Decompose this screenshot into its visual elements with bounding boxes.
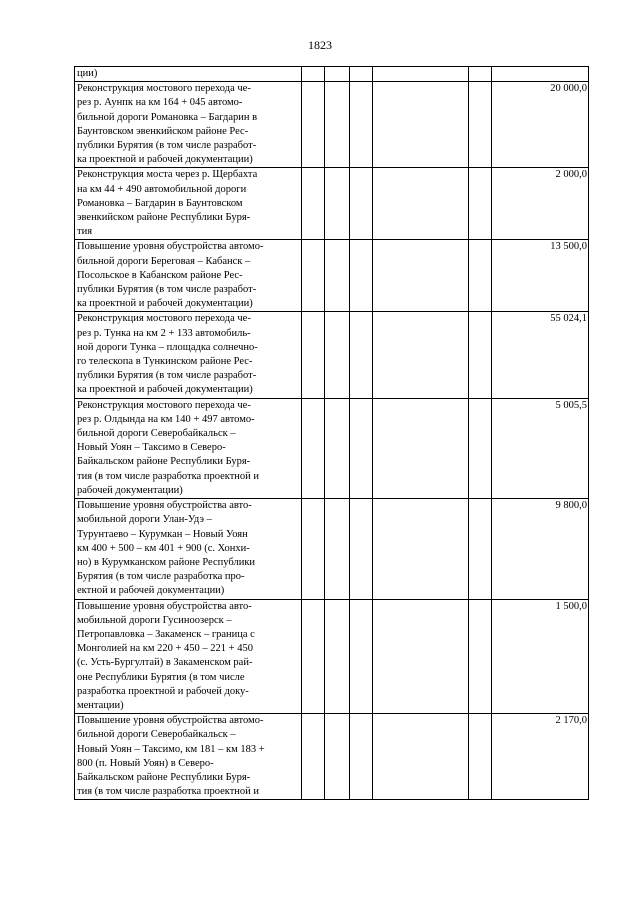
empty-cell [350, 499, 373, 599]
empty-cell [350, 599, 373, 714]
row-description: ции) [75, 67, 302, 82]
row-description: Повышение уровня обустройства авто- мобильной дороги Улан-Удэ – Турунтаево – Курумкан – Новый Уоян км 400 + 500 – км 401 + 900 (с. Хонхи- но) в Курумканском районе Республики Бурятия (в том числе разработка про- ектной и рабочей документации) [75, 499, 302, 599]
empty-cell [350, 398, 373, 498]
empty-cell [302, 67, 325, 82]
row-description: Реконструкция мостового перехода че- рез р. Тунка на км 2 + 133 автомобиль- ной дороги Тунка – площадка солнечно- го телескопа в Тункинском районе Рес- публики Бурятия (в том числе разработ- ка проектной и рабочей документации) [75, 312, 302, 398]
row-description: Реконструкция мостового перехода че- рез р. Аунпк на км 164 + 045 автомо- бильной дороги Романовка – Багдарин в Баунтовском эвенкийском районе Рес- публики Бурятия (в том числе разработ- ка проектной и рабочей документации) [75, 82, 302, 168]
empty-cell [350, 168, 373, 240]
empty-cell [325, 714, 350, 800]
empty-cell [373, 240, 469, 312]
empty-cell [469, 398, 492, 498]
empty-cell [302, 714, 325, 800]
empty-cell [469, 168, 492, 240]
empty-cell [325, 499, 350, 599]
empty-cell [469, 82, 492, 168]
empty-cell [302, 240, 325, 312]
row-amount: 2 000,0 [492, 168, 589, 240]
empty-cell [469, 312, 492, 398]
table-row [75, 599, 589, 714]
empty-cell [373, 82, 469, 168]
row-description: Реконструкция моста через р. Щербахта на км 44 + 490 автомобильной дороги Романовка – Багдарин в Баунтовском эвенкийском районе Республики Буря- тия [75, 168, 302, 240]
empty-cell [373, 714, 469, 800]
row-amount: 5 005,5 [492, 398, 589, 498]
table-row [75, 67, 589, 82]
table-row [75, 240, 589, 312]
empty-cell [325, 398, 350, 498]
empty-cell [469, 499, 492, 599]
budget-table [74, 66, 589, 800]
empty-cell [350, 312, 373, 398]
empty-cell [325, 168, 350, 240]
empty-cell [302, 168, 325, 240]
row-amount: 9 800,0 [492, 499, 589, 599]
empty-cell [469, 714, 492, 800]
row-amount [492, 67, 589, 82]
table-row [75, 82, 589, 168]
empty-cell [325, 599, 350, 714]
page-number: 1823 [308, 38, 332, 52]
table-row [75, 398, 589, 498]
empty-cell [325, 240, 350, 312]
table-row [75, 714, 589, 800]
row-amount: 2 170,0 [492, 714, 589, 800]
row-amount: 13 500,0 [492, 240, 589, 312]
row-description: Повышение уровня обустройства авто- мобильной дороги Гусиноозерск – Петропавловка – Закаменск – граница с Монголией на км 220 + 450 – 221 + 450 (с. Усть-Бургултай) в Закаменском рай- оне Республики Бурятия (в том числе разработка проектной и рабочей доку- ментации) [75, 599, 302, 714]
row-description: Повышение уровня обустройства автомо- бильной дороги Береговая – Кабанск – Посольское в Кабанском районе Рес- публики Бурятия (в том числе разработ- ка проектной и рабочей документации) [75, 240, 302, 312]
table-row [75, 168, 589, 240]
empty-cell [325, 82, 350, 168]
empty-cell [302, 398, 325, 498]
empty-cell [469, 240, 492, 312]
empty-cell [302, 499, 325, 599]
empty-cell [469, 599, 492, 714]
empty-cell [373, 499, 469, 599]
row-description: Реконструкция мостового перехода че- рез р. Олдында на км 140 + 497 автомо- бильной дороги Северобайкальск – Новый Уоян – Таксимо в Северо- Байкальском районе Республики Буря- тия (в том числе разработка проектной и рабочей документации) [75, 398, 302, 498]
row-description: Повышение уровня обустройства автомо- бильной дороги Северобайкальск – Новый Уоян – Таксимо, км 181 – км 183 + 800 (п. Новый Уоян) в Северо- Байкальском районе Республики Буря- тия (в том числе разработка проектной и [75, 714, 302, 800]
empty-cell [302, 82, 325, 168]
empty-cell [373, 67, 469, 82]
row-amount: 20 000,0 [492, 82, 589, 168]
empty-cell [373, 398, 469, 498]
empty-cell [325, 312, 350, 398]
empty-cell [373, 168, 469, 240]
empty-cell [373, 599, 469, 714]
empty-cell [302, 599, 325, 714]
empty-cell [325, 67, 350, 82]
table-row [75, 312, 589, 398]
empty-cell [373, 312, 469, 398]
empty-cell [469, 67, 492, 82]
empty-cell [302, 312, 325, 398]
empty-cell [350, 714, 373, 800]
row-amount: 1 500,0 [492, 599, 589, 714]
empty-cell [350, 240, 373, 312]
table-row [75, 499, 589, 599]
empty-cell [350, 82, 373, 168]
table-body [75, 67, 589, 800]
empty-cell [350, 67, 373, 82]
row-amount: 55 024,1 [492, 312, 589, 398]
